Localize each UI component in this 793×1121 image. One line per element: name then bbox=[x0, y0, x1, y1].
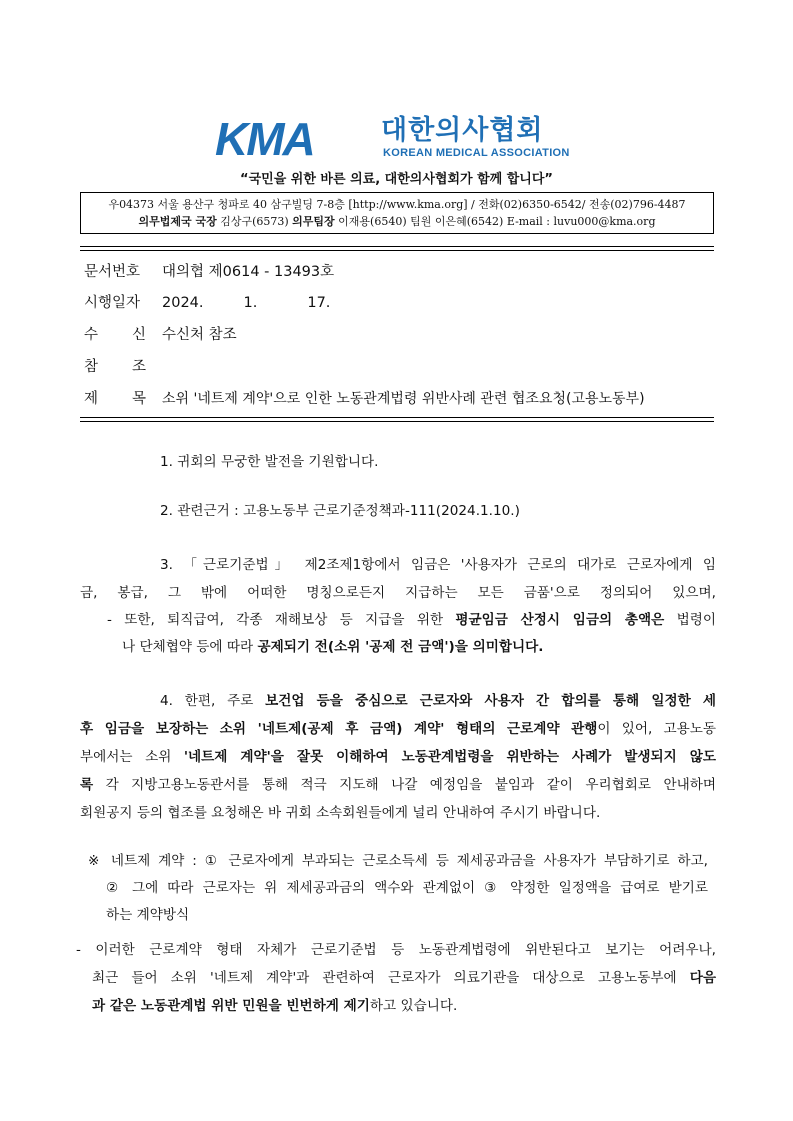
top-divider bbox=[80, 246, 714, 251]
recipient: 수신처 참조 bbox=[162, 327, 237, 343]
date-month: 1. bbox=[243, 295, 258, 311]
paragraph-2: 2. 관련근거 : 고용노동부 근로기준정책과-111(2024.1.10.) bbox=[160, 503, 520, 519]
paragraph-3-line-2: 금, 봉급, 그 밖에 어떠한 명칭으로든지 지급하는 모든 금품'으로 정의되어 있으며, bbox=[80, 585, 716, 601]
dash-line-1: - 이러한 근로계약 형태 자체가 근로기준법 등 노동관계법령에 위반된다고 보기는 어려우나, bbox=[76, 942, 716, 958]
contact-staff bbox=[81, 213, 713, 230]
paragraph-3-line-1: 3. 「근로기준법」 제2조제1항에서 임금은 '사용자가 근로의 대가로 근로자에게 임 bbox=[160, 557, 716, 573]
subject: 소위 '네트제 계약'으로 인한 노동관계법령 위반사례 관련 협조요청(고용노동부) bbox=[162, 391, 645, 407]
staff-contact: 이재용(6540) 팀원 이은혜(6542) E-mail : luvu000@kma.org bbox=[334, 215, 656, 228]
contact-address: 우04373 서울 용산구 청파로 40 삼구빌딩 7-8층 [http://www.kma.org] / 전화(02)6350-6542/ 전송(02)796-4487 bbox=[108, 198, 686, 211]
paragraph-4-line-5: 회원공지 등의 협조를 요청해온 바 귀회 소속회원들에게 널리 안내하여 주시기 바랍니다. bbox=[80, 805, 601, 821]
dash-line-3: 과 같은 노동관계법 위반 민원을 빈번하게 제기하고 있습니다. bbox=[92, 998, 458, 1014]
date-day: 17. bbox=[307, 295, 331, 311]
paragraph-4-line-1: 4. 한편, 주로 보건업 등을 중심으로 근로자와 사용자 간 합의를 통해 일정한 세 bbox=[160, 693, 717, 709]
recipient-label: 수 신 bbox=[84, 327, 146, 343]
dash-line-2: 최근 들어 소위 '네트제 계약'과 관련하여 근로자가 의료기관을 대상으로 고용노동부에 다음 bbox=[92, 970, 716, 986]
manager-title: 의무팀장 bbox=[292, 215, 335, 228]
paragraph-1: 1. 귀회의 무궁한 발전을 기원합니다. bbox=[160, 454, 379, 470]
note-line-3: 하는 계약방식 bbox=[106, 907, 190, 923]
date-label: 시행일자 bbox=[84, 295, 141, 311]
paragraph-4-line-2: 후 임금을 보장하는 소위 '네트제(공제 후 금액) 계약' 형태의 근로계약 관행이 있어, 고용노동 bbox=[80, 721, 716, 737]
date-year: 2024. bbox=[162, 295, 204, 311]
reference-label: 참 조 bbox=[84, 359, 146, 375]
director-title: 의무법제국 국장 bbox=[138, 215, 217, 228]
logo-english-name: KOREAN MEDICAL ASSOCIATION bbox=[383, 147, 570, 159]
date-row bbox=[84, 293, 330, 313]
doc-number: 대의협 제0614 - 13493호 bbox=[162, 264, 335, 280]
slogan: “국민을 위한 바른 의료, 대한의사협회가 함께 합니다” bbox=[240, 172, 553, 187]
reference-row bbox=[84, 357, 162, 377]
kma-logo bbox=[215, 113, 575, 165]
paragraph-4-line-3: 부에서는 소위 '네트제 계약'을 잘못 이해하여 노동관계법령을 위반하는 사례가 발생되지 않도 bbox=[80, 749, 716, 765]
director-name: 김상구(6573) bbox=[216, 215, 293, 228]
note-line-1: ※ 네트제 계약 : ① 근로자에게 부과되는 근로소득세 등 제세공과금을 사용자가 부담하기로 하고, bbox=[88, 853, 708, 869]
contact-box bbox=[80, 192, 714, 234]
note-line-2: ② 그에 따라 근로자는 위 제세공과금의 액수와 관계없이 ③ 약정한 일정액을 급여로 받기로 bbox=[106, 880, 708, 896]
info-divider bbox=[80, 417, 714, 422]
subject-row bbox=[84, 389, 645, 409]
logo-korean-name: 대한의사협회 bbox=[381, 115, 544, 146]
recipient-row bbox=[84, 325, 237, 345]
logo-letters: KMA bbox=[215, 113, 314, 165]
subject-label: 제 목 bbox=[84, 391, 146, 407]
paragraph-4-line-4: 록 각 지방고용노동관서를 통해 적극 지도해 나갈 예정임을 붙임과 같이 우리협회로 안내하며 bbox=[80, 777, 716, 793]
doc-number-row bbox=[84, 262, 334, 282]
doc-number-label: 문서번호 bbox=[84, 264, 141, 280]
paragraph-3-bullet-line-2: 나 단체협약 등에 따라 공제되기 전(소위 '공제 전 금액')을 의미합니다. bbox=[122, 639, 544, 655]
paragraph-3-bullet-line-1: - 또한, 퇴직급여, 각종 재해보상 등 지급을 위한 평균임금 산정시 임금의 총액은 법령이 bbox=[107, 612, 717, 628]
